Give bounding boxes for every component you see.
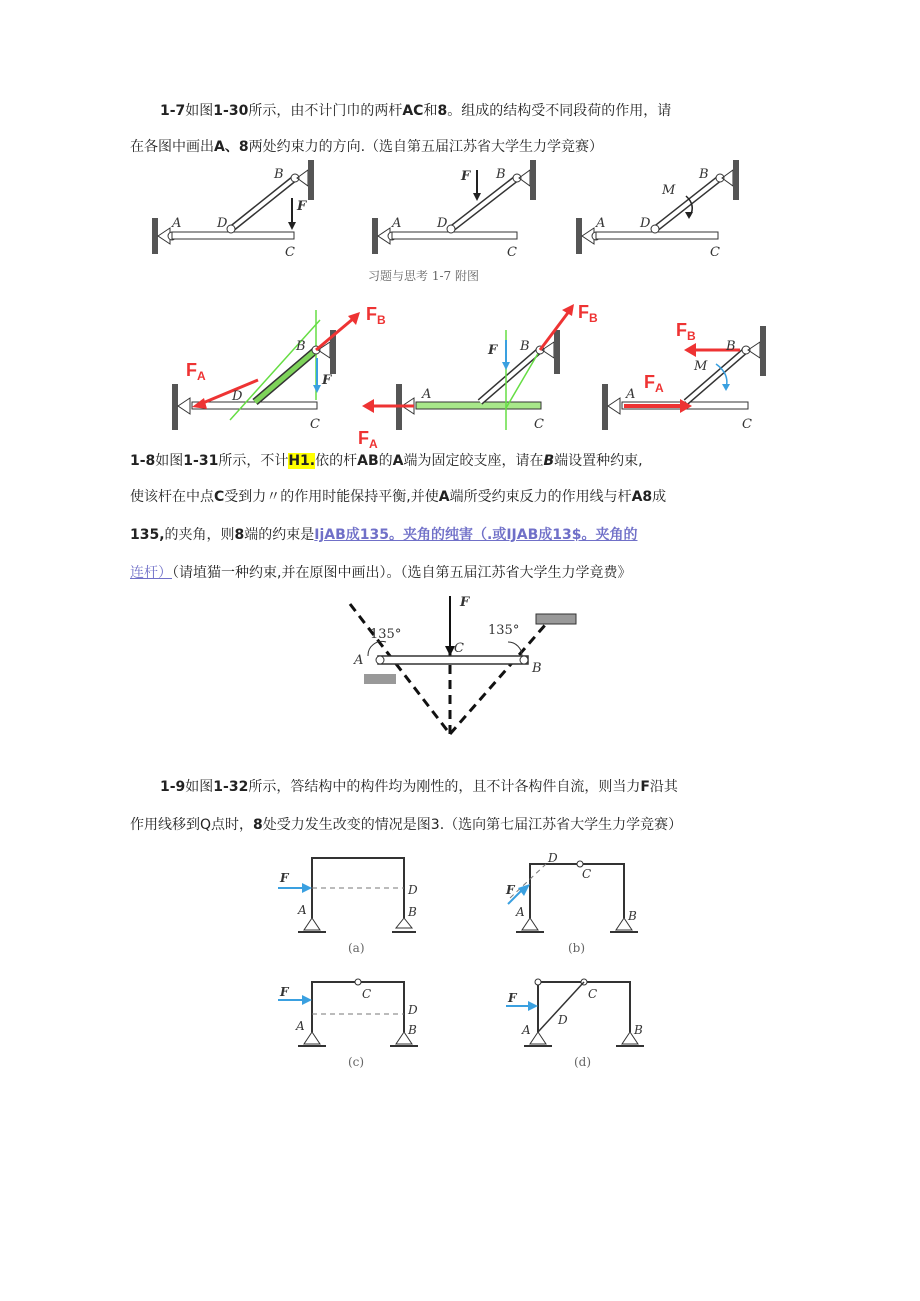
svg-text:A: A bbox=[516, 905, 525, 919]
angle-b: 135° bbox=[488, 623, 520, 638]
svg-text:B: B bbox=[520, 339, 530, 354]
label-c: C bbox=[285, 245, 295, 260]
svg-text:A: A bbox=[522, 1023, 531, 1037]
structure-2 bbox=[372, 160, 536, 260]
svg-text:A: A bbox=[422, 387, 432, 402]
p18-line4: 连杆）（请埴猫一种约束,并在原图中画出）。（选自第五届江苏省大学生力学竟费》 bbox=[130, 565, 632, 581]
structure-3 bbox=[576, 160, 739, 260]
svg-text:A: A bbox=[298, 903, 307, 917]
p19-line2: 作用线移到Q点时，8处受力发生改变的情况是图3.（选向第七届江苏省大学生力学竞赛） bbox=[130, 817, 683, 833]
frame-b bbox=[505, 851, 638, 955]
svg-text:B: B bbox=[296, 339, 306, 354]
svg-text:C: C bbox=[742, 417, 752, 432]
svg-text:C: C bbox=[310, 417, 320, 432]
fa-label: $F_A$ bbox=[186, 360, 206, 383]
svg-text:C: C bbox=[362, 987, 372, 1001]
figure-1-7-solution bbox=[170, 290, 780, 450]
frame-c bbox=[278, 979, 418, 1069]
problem-number: 1-7 bbox=[160, 103, 186, 119]
highlighted-text: H1. bbox=[288, 453, 316, 469]
angle-a: 135° bbox=[370, 627, 402, 642]
svg-text:B: B bbox=[408, 905, 417, 919]
svg-text:C: C bbox=[507, 245, 517, 260]
svg-text:FA: $F_A$ bbox=[644, 372, 664, 395]
figure-caption: 习题与思考 1-7 附图 bbox=[368, 269, 479, 283]
svg-text:D: D bbox=[548, 851, 558, 865]
svg-text:D: D bbox=[558, 1013, 568, 1027]
solution-3 bbox=[602, 320, 766, 432]
figure-1-7-problem bbox=[140, 150, 740, 290]
svg-text:D: D bbox=[232, 389, 243, 404]
svg-text:F: F bbox=[280, 985, 289, 999]
svg-text:A: A bbox=[296, 1019, 305, 1033]
p19-line1: 1-9如图1-32所示，答结构中的构件均为刚性的，且不计各构件自流，则当力F沿其 bbox=[160, 779, 678, 795]
solution-2 bbox=[358, 302, 598, 450]
svg-text:B: B bbox=[408, 1023, 417, 1037]
svg-text:C: C bbox=[534, 417, 544, 432]
answer-text: IjAB成135。夹角的纯害（.或IJAB成13$。夹角的 bbox=[314, 527, 638, 543]
svg-text:B: B bbox=[726, 339, 736, 354]
svg-text:(a): (a) bbox=[348, 941, 365, 955]
svg-text:B: B bbox=[496, 167, 506, 182]
svg-text:F: F bbox=[488, 343, 498, 358]
svg-text:B: B bbox=[634, 1023, 643, 1037]
answer-text-cont: 连杆） bbox=[130, 565, 172, 581]
svg-text:F: F bbox=[508, 991, 517, 1005]
svg-text:M: M bbox=[694, 359, 708, 374]
p18-line1: 1-8如图1-31所示，不计H1.依的杆AB的A端为固定皎支座，请在B端设置种约束, bbox=[130, 453, 643, 469]
problem-number: 1-9 bbox=[160, 779, 186, 795]
label-b: B bbox=[532, 661, 542, 676]
problem-number: 1-8 bbox=[130, 453, 156, 469]
label-f: F bbox=[460, 595, 470, 610]
svg-text:FA: $F_A$ bbox=[358, 428, 378, 450]
structure-1 bbox=[152, 160, 314, 260]
svg-text:F: F bbox=[280, 871, 289, 885]
label-a: A bbox=[354, 653, 364, 668]
frame-d bbox=[506, 979, 644, 1069]
p17-line2: 在各图中画出A、8两处约束力的方向.（选自第五届江苏省大学生力学竞赛） bbox=[130, 139, 604, 155]
p17-line1: 1-7如图1-30所示，由不计门巾的两杆AC和8。组成的结构受不同段荷的作用，请 bbox=[160, 103, 672, 119]
svg-text:FB: $F_B$ bbox=[676, 320, 696, 343]
svg-text:A: A bbox=[626, 387, 636, 402]
svg-text:D: D bbox=[408, 883, 418, 897]
p18-line3: 135,的夹角，则8端的约束是IjAB成135。夹角的纯害（.或IJAB成13$。夹角的 bbox=[130, 527, 638, 543]
svg-text:D: D bbox=[408, 1003, 418, 1017]
svg-text:C: C bbox=[710, 245, 720, 260]
svg-text:(c): (c) bbox=[348, 1055, 365, 1069]
label-m: M bbox=[662, 183, 676, 198]
svg-text:(b): (b) bbox=[568, 941, 586, 955]
solution-1 bbox=[172, 304, 386, 432]
svg-text:B: B bbox=[699, 167, 709, 182]
svg-text:FB: $F_B$ bbox=[578, 302, 598, 325]
label-b: B bbox=[274, 167, 284, 182]
fb-label: $F_B$ bbox=[366, 304, 386, 327]
svg-text:F: F bbox=[506, 883, 515, 897]
svg-text:F: F bbox=[461, 169, 471, 184]
p18-line2: 使该杆在中点C受到力〃的作用时能保持平衡,并使A端所受约束反力的作用线与杆A8成 bbox=[130, 489, 667, 505]
figure-1-9 bbox=[268, 848, 668, 1078]
svg-text:C: C bbox=[582, 867, 592, 881]
label-a: A bbox=[172, 216, 182, 231]
svg-text:D: D bbox=[640, 216, 651, 231]
svg-text:D: D bbox=[437, 216, 448, 231]
label-d: D bbox=[217, 216, 228, 231]
svg-text:B: B bbox=[628, 909, 637, 923]
label-c: C bbox=[454, 641, 464, 656]
svg-text:C: C bbox=[588, 987, 598, 1001]
svg-text:F: F bbox=[322, 373, 332, 388]
frame-a bbox=[278, 858, 418, 955]
svg-text:(d): (d) bbox=[574, 1055, 592, 1069]
svg-text:A: A bbox=[596, 216, 606, 231]
figure-1-8 bbox=[340, 590, 600, 740]
label-f: F bbox=[297, 199, 307, 214]
svg-text:A: A bbox=[392, 216, 402, 231]
